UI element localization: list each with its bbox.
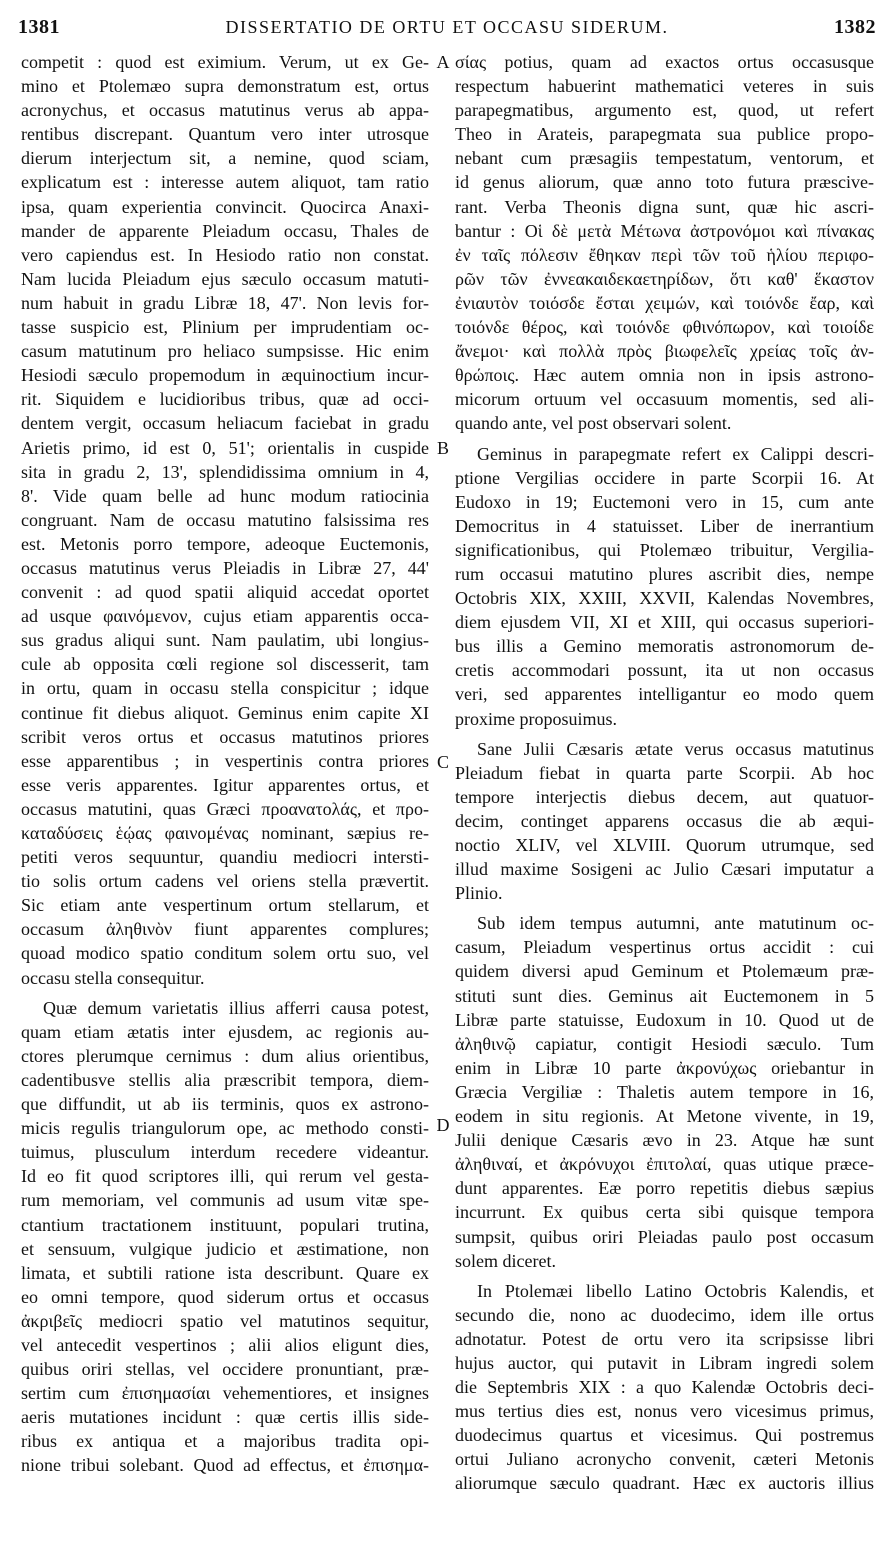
text-line: bus illis a Gemino memoratis astronomorum de- — [455, 636, 874, 657]
text-line: ἐν ταῖς πόλεσιν ἔθηκαν περὶ τῶν τοῦ ἡλίου περιφο- — [455, 244, 874, 265]
text-line: ἐνιαυτὸν τοιόσδε ἔσται χειμών, καὶ τοιόνδε ἔαρ, καὶ — [455, 292, 874, 313]
text-line: respectum habuerint mathematici veteres in suis — [455, 76, 874, 97]
text-line: Græcia Vergiliæ : Thaletis autem tempore in 16, — [455, 1081, 874, 1102]
text-line: noctio XLIV, vel XLVIII. Quorum utrumque, sed — [455, 835, 874, 855]
text-line: rum memoriam, vel communis ad usum vitæ spe- — [21, 1190, 429, 1211]
text-line: tempore interjectis diebus decem, aut quatuor- — [455, 786, 874, 807]
text-line: parapegmatibus, argumento est, quod, ut refert — [455, 100, 874, 121]
text-line: θρώποις. Hæc autem omnia non in ipsis astrono- — [455, 365, 874, 386]
text-line: rum occasui matutino plures ascribit dies, nempe — [455, 563, 874, 584]
text-line: ipsa, quam experientia convincit. Quocirca Anaxi- — [21, 196, 429, 217]
text-line: sus gradus aliqui sunt. Nam paulatim, ubi longius- — [21, 630, 429, 651]
text-line: stituti sunt dies. Geminus ait Euctemonem in 5 — [455, 985, 874, 1006]
text-line: que diffundit, ut ab iis terminis, quos ex astrono- — [21, 1094, 429, 1115]
text-line: aliorumque sæculo quadrant. Hæc ex auctoris illius — [455, 1473, 874, 1494]
text-line: occasu stella consequitur. — [21, 967, 205, 988]
page-number-left: 1381 — [18, 16, 60, 38]
text-line: adnotatur. Potest de ortu vero ita scripsisse libri — [455, 1328, 874, 1349]
text-line: casum, Pleiadum vespertinus ortus accidit : cui — [455, 937, 874, 958]
text-line: Id eo fit quod scriptores illi, qui rerum vel gesta- — [21, 1166, 429, 1187]
text-line: occasus matutini, quas Græci προανατολάς, et προ- — [21, 798, 429, 819]
text-line: competit : quod est eximium. Verum, ut ex Ge- — [21, 52, 429, 72]
text-line: ἀκριβεῖς mediocri spatio vel matutinos sequitur, — [21, 1310, 429, 1331]
page-header — [18, 16, 876, 42]
text-line: Hesiodi sæculo propemodum in æquinoctium incur- — [21, 365, 429, 386]
text-line: dentem vergit, occasum heliacum faciebat in gradu — [21, 413, 429, 434]
text-line: ptione Vergilias occidere in parte Scorpii 16. At — [455, 467, 874, 488]
text-line: quibus oriri stellas, vel occidere pronuntiant, præ- — [21, 1359, 429, 1380]
text-line: Sic etiam ante vespertinum ortum stellarum, et — [21, 895, 429, 916]
text-line: cule ab opposita cœli regione sol discesserit, tam — [21, 654, 429, 675]
text-line: secundo die, nono ac duodecimo, idem ille ortus — [455, 1304, 874, 1325]
text-line: ἀληθινῷ capiatur, contigit Hesiodi sæculo. Tum — [455, 1033, 874, 1054]
text-line: ribus ex antiqua et a majoribus tradita opi- — [21, 1431, 429, 1452]
text-line: illud maxime Sosigeni ac Julio Cæsari imputatur a — [455, 859, 874, 880]
text-line: ortui Juliano acronycho convenit, cæteri Metonis — [455, 1449, 874, 1470]
text-line: mino et Ptolemæo supra demonstratum est, ortus — [21, 76, 429, 97]
text-line: eo omni tempore, quod siderum ortus et occasus — [21, 1286, 429, 1307]
text-line: Theo in Arateis, parapegmata sua publice propo- — [455, 124, 874, 145]
text-line: aeris mutationes incidunt : quæ certis illis side- — [21, 1407, 429, 1428]
margin-letter-d: D — [436, 1115, 450, 1135]
text-line: diem ejusdem VII, XI et XIII, qui occasus superiori- — [455, 612, 874, 633]
text-line: limata, et subtili ratione ista describunt. Quare ex — [21, 1262, 429, 1283]
text-line: cretis accommodari possunt, ita ut non occasus — [455, 660, 874, 681]
text-line: 8'. Vide quam belle ad hunc modum ratiocinia — [21, 485, 429, 506]
text-line: Julii denique Cæsaris ævo in 23. Atque hæ sunt — [455, 1130, 874, 1151]
running-title: DISSERTATIO DE ORTU ET OCCASU SIDERUM. — [225, 17, 669, 37]
text-line: duodecimus quartus et vicesimus. Qui postremus — [455, 1425, 874, 1446]
text-line: Octobris XIX, XXIII, XXVII, Kalendas Novembres, — [455, 588, 874, 609]
text-line: id genus aliorum, quæ anno toto futura præscive- — [455, 172, 874, 193]
text-line: Quæ demum varietatis illius afferri causa potest, — [43, 997, 429, 1018]
text-line: tasse suspicio est, Plinium per imprudentiam oc- — [21, 317, 429, 338]
text-line: rentibus discrepant. Quantum vero inter utrosque — [21, 124, 429, 145]
text-line: cadentibusve stellis alia præscribit tempora, diem- — [21, 1069, 429, 1090]
text-line: vero capiendus est. In Hesiodo ratio non constat. — [21, 244, 429, 265]
text-line: casum matutinum pro heliaco sumpsisse. Hic enim — [21, 341, 429, 362]
text-line: solem diceret. — [455, 1250, 556, 1271]
text-line: continue fit diebus aliquot. Geminus enim capite XI — [21, 702, 429, 723]
margin-letter-c: C — [436, 752, 449, 772]
text-line: tio solis ortum cadens vel oriens stella prævertit. — [21, 871, 429, 892]
text-line: significationibus, qui Ptolemæo tribuitur, Vergilia- — [455, 539, 874, 560]
text-line: Democritus in 4 statuisset. Liber de inerrantium — [455, 515, 874, 536]
text-line: in ortu, quam in occasu stella conspicitur ; idque — [21, 678, 429, 699]
text-line: occasus matutinus verus Pleiadis in Libræ 27, 44' — [21, 557, 429, 578]
text-line: vel antecedit vespertinos ; alii alios eligunt dies, — [21, 1334, 429, 1355]
text-line: Nam lucida Pleiadum ejus sæculo occasum matuti- — [21, 268, 429, 289]
text-line: mus tertius dies est, nonus vero vicesimus primus, — [455, 1401, 874, 1422]
text-line: acronychus, et occasus matutinus verus ab appa- — [21, 100, 429, 121]
text-line: eodem in situ regionis. At Metone vivente, in 19, — [455, 1106, 874, 1127]
text-line: rant. Verba Theonis digna sunt, quæ hic ascri- — [455, 196, 874, 217]
text-line: quam etiam ætatis inter ejusdem, ac regionis au- — [21, 1021, 429, 1042]
text-line: ctores plerumque cernimus : dum alius orientibus, — [21, 1045, 429, 1066]
text-line: rit. Siquidem e lucidioribus tribus, quæ ad occi- — [21, 389, 429, 410]
text-line: mander de apparente Pleiadum occasu, Thales de — [21, 220, 429, 241]
text-line: micis regulis triangulorum ope, ac methodo consti- — [21, 1118, 429, 1139]
text-line: sita in gradu 2, 13', splendidissima omnium in 4, — [21, 461, 429, 482]
text-line: τοιόνδε θέρος, καὶ τοιόνδε φθινόπωρον, καὶ τοιοίδε — [455, 317, 874, 338]
text-line: tuimus, plusculum interdum recedere videantur. — [21, 1142, 429, 1163]
text-line: die Septembris XIX : a quo Kalendæ Octobris deci- — [455, 1377, 874, 1398]
text-line: Eudoxo in 19; Euctemoni vero in 15, cum ante — [455, 491, 874, 512]
text-line: scribit veros ortus et occasus matutinos priores — [21, 726, 429, 747]
left-column — [21, 50, 429, 1478]
text-line: Pleiadum fiebat in quarta parte Scorpii. Ab hoc — [455, 762, 874, 783]
text-line: petiti veros sequuntur, quandiu mediocri intersti- — [21, 847, 429, 868]
text-line: veri, sed apparentes intelligantur eo modo quem — [455, 684, 874, 705]
text-line: quoad modico spatio conditum solem ortu suo, vel — [21, 943, 429, 964]
text-line: Libræ parte statuisse, Eudoxum in 10. Quod ut de — [455, 1009, 874, 1030]
text-line: ἄνεμοι· καὶ πολλὰ πρὸς βιωφελεῖς χρείας τοῖς ἀν- — [455, 341, 874, 362]
page-number-right: 1382 — [834, 16, 876, 38]
text-line: esse veris apparentes. Igitur apparentes ortus, et — [21, 774, 429, 795]
text-line: Sub idem tempus autumni, ante matutinum oc- — [477, 913, 874, 934]
text-line: Geminus in parapegmate refert ex Calippi descri- — [477, 443, 874, 464]
text-line: esse apparentibus ; in vespertinis contra priores — [21, 750, 429, 771]
text-line: quidem diversi apud Geminum et Ptolemæum præ- — [455, 961, 874, 982]
text-line: explicatum est : interesse autem aliquot, tam ratio — [21, 172, 429, 193]
text-line: dierum interjectum sit, a nemine, quod sciam, — [21, 148, 429, 169]
text-line: ρῶν τῶν ἐννεακαιδεκαετηρίδων, ὅτι καθ' ἕκαστον — [455, 268, 874, 289]
text-line: σίας potius, quam ad exactos ortus occasusque — [455, 52, 874, 72]
text-line: et sensuum, vulgique judicio et æstimatione, non — [21, 1238, 429, 1259]
text-line: num habuit in gradu Libræ 18, 47'. Non levis for- — [21, 292, 429, 313]
right-column — [455, 50, 874, 1496]
text-line: Plinio. — [455, 883, 503, 904]
text-line: proxime proposuimus. — [455, 708, 617, 729]
text-line: καταδύσεις ἑῴας φαινομένας nominant, sæpius re- — [21, 823, 429, 843]
text-line: In Ptolemæi libello Latino Octobris Kalendis, et — [477, 1280, 874, 1301]
text-line: bantur : Οἱ δὲ μετὰ Μέτωνα ἀστρονόμοι καὶ πίνακας — [455, 220, 874, 241]
margin-letter-a: A — [436, 52, 450, 72]
text-line: Arietis primo, id est 0, 51'; orientalis in cuspide — [21, 437, 429, 458]
text-line: sertim cum ἐπισημασίαι vehementiores, et insignes — [21, 1383, 429, 1404]
text-line: nebant cum præsagiis tempestatum, ventorum, et — [455, 148, 874, 169]
text-line: decim, continget apparens occasus die ab æqui- — [455, 810, 874, 831]
text-line: incurrunt. Ex quibus certa sibi quisque tempora — [455, 1202, 874, 1223]
text-line: est. Metonis porro tempore, adeoque Euctemonis, — [21, 533, 429, 554]
text-line: sumpsit, quibus oriri Pleiadas paulo post occasum — [455, 1226, 874, 1247]
text-line: hujus auctor, qui putavit in Libram ingredi solem — [455, 1352, 874, 1373]
text-line: quando ante, vel post observari solent. — [455, 413, 732, 434]
text-line: dunt apparentes. Eæ porro repetitis diebus sæpius — [455, 1178, 874, 1199]
text-line: occasum ἀληθινὸν fiunt apparentes complures; — [21, 919, 429, 940]
text-line: congruant. Nam de occasu matutino falsissima res — [21, 509, 429, 530]
margin-letter-b: B — [436, 438, 449, 458]
text-line: enim in Libræ 10 parte ἀκρονύχως oriebantur in — [455, 1057, 874, 1078]
text-line: ad usque φαινόμενον, cujus etiam apparentis occa- — [21, 606, 429, 627]
text-line: convenit : ad quod spatii aliquid accedat oportet — [21, 582, 429, 603]
text-line: Sane Julii Cæsaris ætate verus occasus matutinus — [477, 738, 874, 759]
text-line: ctantium tractationem instituunt, populari trutina, — [21, 1214, 429, 1235]
text-line: ἀληθιναί, et ἀκρόνυχοι ἐπιτολαί, quas utique præce- — [455, 1154, 874, 1175]
text-line: nione tribui solebant. Quod ad effectus, et ἐπισημα- — [21, 1455, 429, 1476]
text-line: micorum ortuum vel occasuum momentis, sed ali- — [455, 389, 874, 410]
